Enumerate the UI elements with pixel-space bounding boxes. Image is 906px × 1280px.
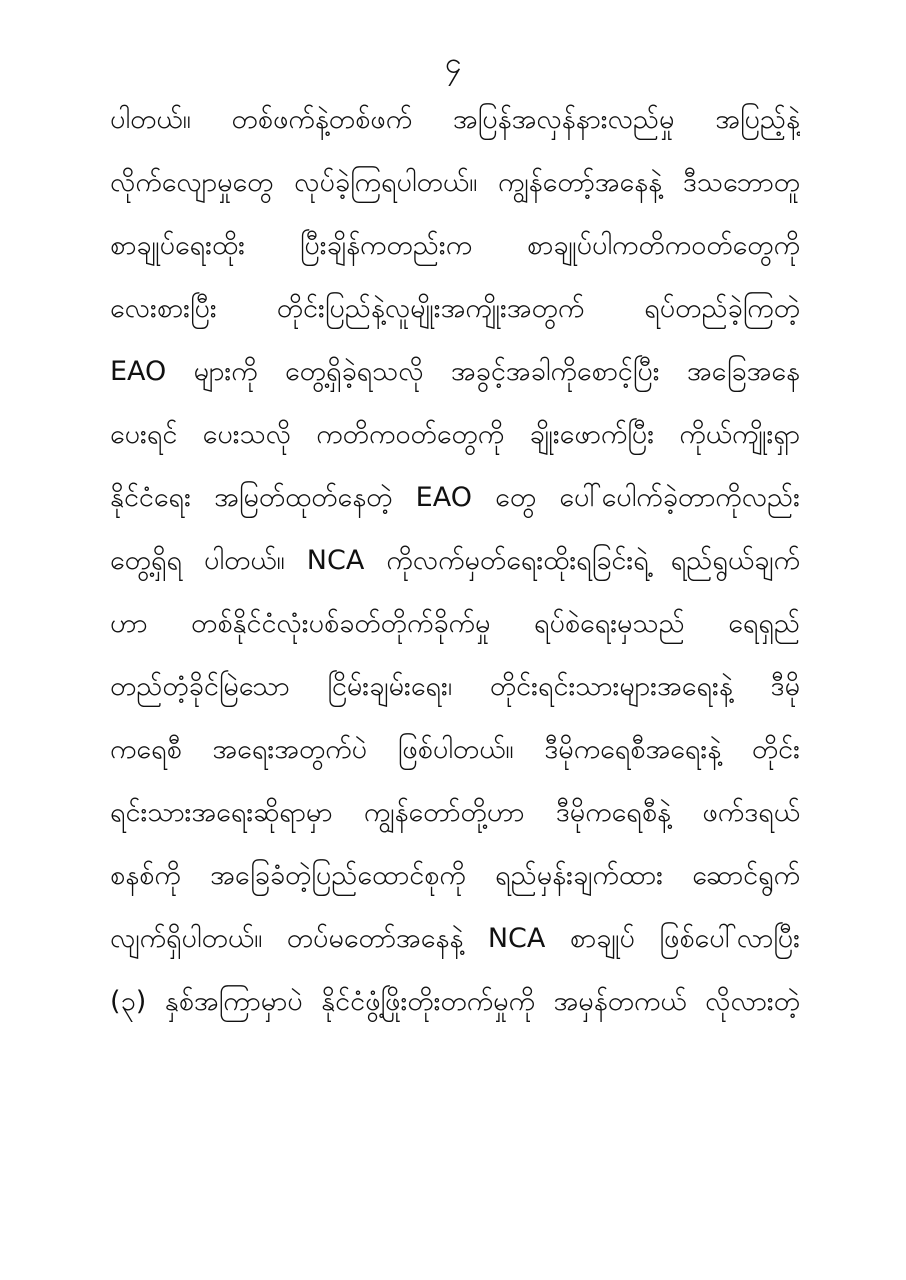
page-number: ၄ <box>444 46 462 81</box>
text-line: ဟာ တစ်နိုင်ငံလုံးပစ်ခတ်တိုက်ခိုက်မှု ရပ်စဲရေးမှသည် ရေရှည် <box>110 608 800 639</box>
text-line: ရင်းသားအရေးဆိုရာမှာ ကျွန်တော်တို့ဟာ ဒီမိုကရေစီနဲ့ ဖက်ဒရယ် <box>110 797 800 828</box>
body-text <box>110 88 800 1033</box>
text-line: တည်တံ့ခိုင်မြဲသော ငြိမ်းချမ်းရေး၊ တိုင်းရင်းသားများအရေးနဲ့ ဒီမို <box>110 671 800 702</box>
text-line: EAO များကို တွေ့ရှိခဲ့ရသလို အခွင့်အခါကိုစောင့်ပြီး အခြေအနေ <box>110 356 800 387</box>
text-line: နိုင်ငံရေး အမြတ်ထုတ်နေတဲ့ EAO တွေ ပေါ်ပေါက်ခဲ့တာကိုလည်း <box>110 482 800 513</box>
text-line: လိုက်လျောမှုတွေ လုပ်ခဲ့ကြရပါတယ်။ ကျွန်တော့်အနေနဲ့ ဒီသဘောတူ <box>110 167 800 198</box>
text-line: တွေ့ရှိရ ပါတယ်။ NCA ကိုလက်မှတ်ရေးထိုးရခြင်းရဲ့ ရည်ရွယ်ချက် <box>110 545 800 576</box>
text-line: ပေးရင် ပေးသလို ကတိကဝတ်တွေကို ချိုးဖောက်ပြီး ကိုယ်ကျိုးရှာ <box>110 419 800 450</box>
text-line: စာချုပ်ရေးထိုး ပြီးချိန်ကတည်းက စာချုပ်ပါကတိကဝတ်တွေကို <box>110 230 800 261</box>
text-line: ပါတယ်။ တစ်ဖက်နဲ့တစ်ဖက် အပြန်အလှန်နားလည်မှု အပြည့်နဲ့ <box>110 104 800 135</box>
text-line: ကရေစီ အရေးအတွက်ပဲ ဖြစ်ပါတယ်။ ဒီမိုကရေစီအရေးနဲ့ တိုင်း <box>110 734 800 765</box>
text-line: (၃) နှစ်အကြာမှာပဲ နိုင်ငံဖွံ့ဖြိုးတိုးတက်မှုကို အမှန်တကယ် လိုလားတဲ့ <box>110 986 800 1017</box>
text-line: လျက်ရှိပါတယ်။ တပ်မတော်အနေနဲ့ NCA စာချုပ် ဖြစ်ပေါ်လာပြီး <box>110 923 800 954</box>
text-line: စနစ်ကို အခြေခံတဲ့ပြည်ထောင်စုကို ရည်မှန်းချက်ထား ဆောင်ရွက် <box>110 860 800 891</box>
text-line: လေးစားပြီး တိုင်းပြည်နဲ့လူမျိုးအကျိုးအတွက် ရပ်တည်ခဲ့ကြတဲ့ <box>110 293 800 324</box>
